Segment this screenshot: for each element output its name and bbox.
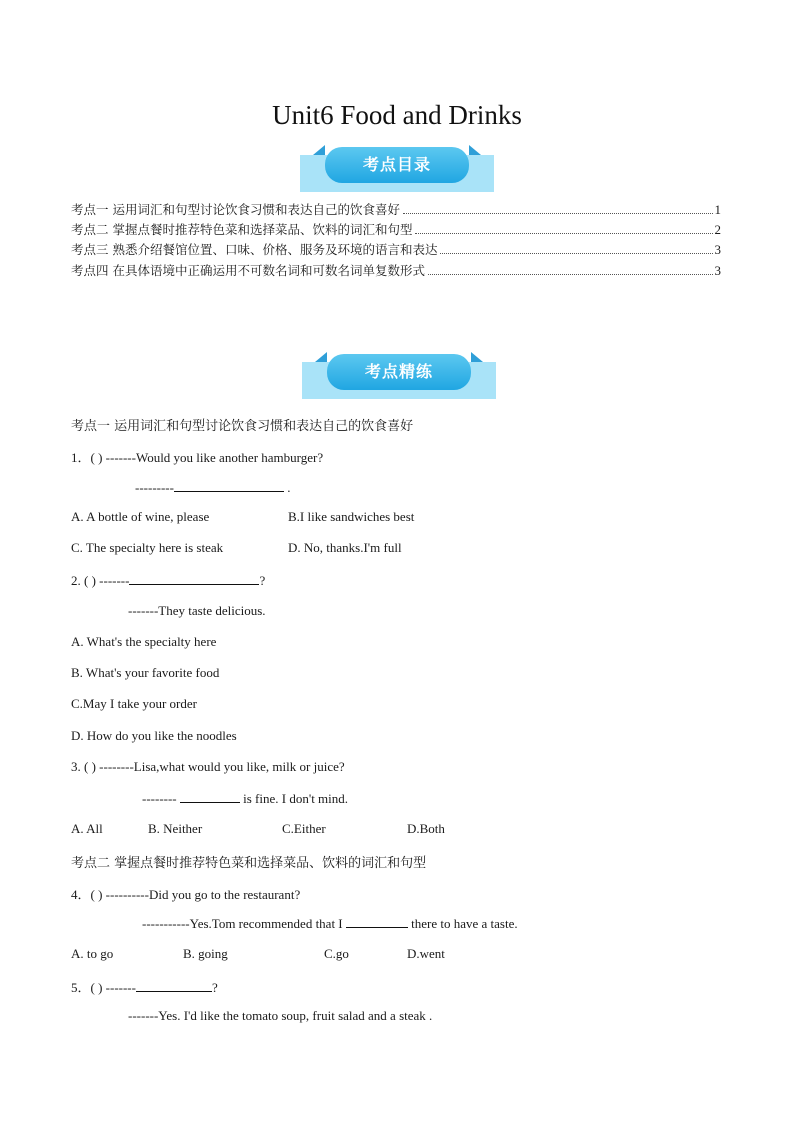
answer-blank[interactable]: [180, 790, 240, 803]
page-title: Unit6 Food and Drinks: [272, 100, 522, 130]
toc-entry[interactable]: 考点四 在具体语境中正确运用不可数名词和可数名词单复数形式 3: [71, 263, 721, 278]
section-heading: 考点二 掌握点餐时推荐特色菜和选择菜品、饮料的词汇和句型: [71, 856, 427, 871]
option-c[interactable]: C. The specialty here is steak: [71, 540, 224, 555]
option-d[interactable]: D.Both: [407, 821, 445, 836]
toc-banner-label: 考点目录: [325, 147, 469, 183]
question-stem: 2. ( ) ------- ?: [71, 573, 266, 588]
answer-blank[interactable]: [174, 479, 284, 492]
question-reply: --------- .: [135, 480, 291, 495]
section-heading: 考点一 运用词汇和句型讨论饮食习惯和表达自己的饮食喜好: [71, 419, 414, 434]
question-stem: 5．( ) ------- ?: [71, 980, 218, 995]
answer-blank[interactable]: [136, 979, 212, 992]
option-b[interactable]: B.I like sandwiches best: [288, 509, 415, 524]
option-a[interactable]: A. to go: [71, 946, 114, 961]
toc-entry[interactable]: 考点一 运用词汇和句型讨论饮食习惯和表达自己的饮食喜好 1: [71, 202, 721, 217]
question-reply: -------Yes. I'd like the tomato soup, fruit salad and a steak .: [128, 1008, 433, 1023]
question-stem: 3. ( ) --------Lisa,what would you like, milk or juice?: [71, 759, 345, 774]
question-reply: -----------Yes.Tom recommended that I there to have a taste.: [142, 916, 518, 931]
question-stem: 1．( ) -------Would you like another hamburger?: [71, 450, 324, 465]
option-d[interactable]: D. How do you like the noodles: [71, 728, 237, 743]
option-a[interactable]: A. What's the specialty here: [71, 634, 217, 649]
option-c[interactable]: C.May I take your order: [71, 696, 197, 711]
option-d[interactable]: D.went: [407, 946, 445, 961]
toc-entry[interactable]: 考点二 掌握点餐时推荐特色菜和选择菜品、饮料的词汇和句型 2: [71, 222, 721, 237]
question-stem: 4．( ) ----------Did you go to the restaurant?: [71, 887, 301, 902]
question-reply: -------- is fine. I don't mind.: [142, 791, 349, 806]
option-a[interactable]: A. All: [71, 821, 103, 836]
option-b[interactable]: B. Neither: [148, 821, 203, 836]
option-a[interactable]: A. A bottle of wine, please: [71, 509, 210, 524]
toc-banner: [300, 145, 494, 192]
practice-banner: [302, 352, 496, 399]
practice-banner-label: 考点精练: [327, 354, 471, 390]
option-c[interactable]: C.Either: [282, 821, 326, 836]
option-d[interactable]: D. No, thanks.I'm full: [288, 540, 402, 555]
answer-blank[interactable]: [129, 572, 259, 585]
toc-entry[interactable]: 考点三 熟悉介绍餐馆位置、口味、价格、服务及环境的语言和表达 3: [71, 242, 721, 257]
option-b[interactable]: B. going: [183, 946, 228, 961]
answer-blank[interactable]: [346, 915, 408, 928]
option-c[interactable]: C.go: [324, 946, 349, 961]
question-reply: -------They taste delicious.: [128, 603, 266, 618]
option-b[interactable]: B. What's your favorite food: [71, 665, 220, 680]
